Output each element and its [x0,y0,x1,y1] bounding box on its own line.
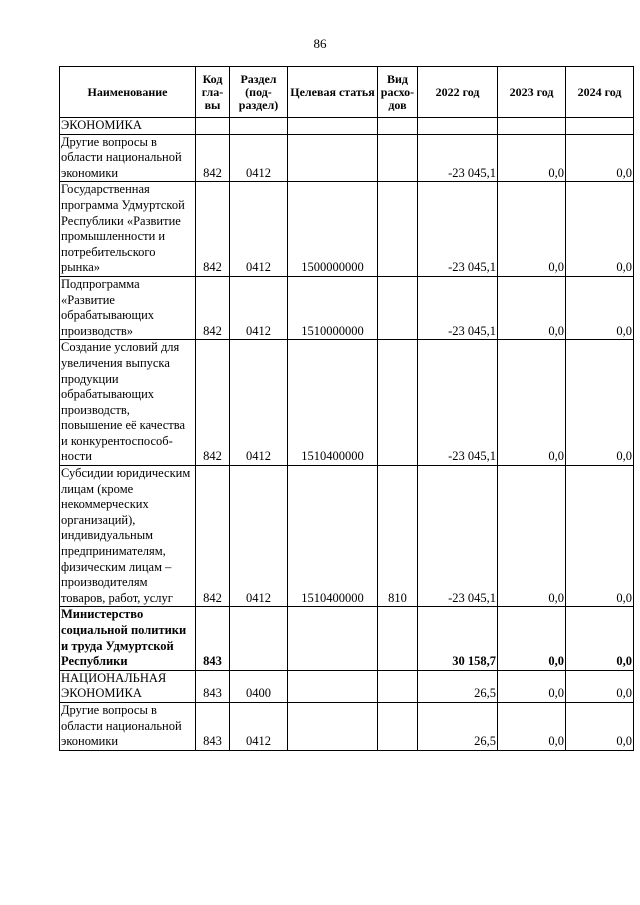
row-2024: 0,0 [566,134,634,182]
row-2024 [566,118,634,135]
row-name: Государственная программа Удмуртской Республики «Развитие промышленности и потребительского рынка» [60,182,196,277]
row-kind [378,118,418,135]
row-code: 843 [196,607,230,670]
table-row [60,276,634,339]
row-2023: 0,0 [498,276,566,339]
row-2024: 0,0 [566,702,634,750]
header-2023: 2023 год [498,67,566,118]
row-name: Министерство социальной политики и труда Удмуртской Республики [60,607,196,670]
row-code: 843 [196,702,230,750]
row-2024: 0,0 [566,607,634,670]
row-kind [378,607,418,670]
row-section [230,607,288,670]
row-code: 842 [196,276,230,339]
row-2024: 0,0 [566,466,634,607]
row-2024: 0,0 [566,276,634,339]
row-target [288,702,378,750]
page-number: 86 [313,36,327,51]
row-kind: 810 [378,466,418,607]
row-code: 842 [196,340,230,466]
budget-table [59,66,634,751]
row-section: 0412 [230,466,288,607]
row-target [288,134,378,182]
row-target [288,670,378,702]
table-row [60,670,634,702]
table-row [60,134,634,182]
row-section: 0400 [230,670,288,702]
header-2024: 2024 год [566,67,634,118]
row-target: 1510000000 [288,276,378,339]
row-target [288,118,378,135]
row-kind [378,182,418,277]
row-name: Подпрограмма «Развитие обрабатывающих производств» [60,276,196,339]
row-name: Другие вопросы в области национальной экономики [60,702,196,750]
table-row [60,702,634,750]
header-2022: 2022 год [418,67,498,118]
row-section: 0412 [230,702,288,750]
row-2022 [418,118,498,135]
row-target: 1510400000 [288,466,378,607]
row-2022: -23 045,1 [418,276,498,339]
row-section: 0412 [230,276,288,339]
row-code: 842 [196,466,230,607]
row-target: 1500000000 [288,182,378,277]
row-code: 842 [196,134,230,182]
row-2023: 0,0 [498,466,566,607]
row-name: Субсидии юридическим лицам (кроме некоммерческих организаций), индивидуальным предпринимателям, физическим лицам – производителям товаров, работ, услуг [60,466,196,607]
header-kind: Вид расхо-дов [378,67,418,118]
row-kind [378,134,418,182]
row-2024: 0,0 [566,182,634,277]
row-2023: 0,0 [498,182,566,277]
row-2022: 26,5 [418,670,498,702]
row-2022: -23 045,1 [418,182,498,277]
row-name: Другие вопросы в области национальной экономики [60,134,196,182]
row-2022: -23 045,1 [418,466,498,607]
row-2024: 0,0 [566,670,634,702]
header-section: Раздел (под-раздел) [230,67,288,118]
row-2023 [498,118,566,135]
row-name: Создание условий для увеличения выпуска продукции обрабатывающих производств, повышение её качества и конкурентоспособ-ности [60,340,196,466]
row-kind [378,670,418,702]
row-code [196,118,230,135]
table-row [60,607,634,670]
table-row [60,182,634,277]
row-code: 842 [196,182,230,277]
row-kind [378,276,418,339]
row-kind [378,702,418,750]
table-row [60,340,634,466]
row-2023: 0,0 [498,607,566,670]
row-2022: 30 158,7 [418,607,498,670]
row-code: 843 [196,670,230,702]
row-section [230,118,288,135]
header-target: Целевая статья [288,67,378,118]
row-2022: -23 045,1 [418,340,498,466]
row-section: 0412 [230,182,288,277]
row-2023: 0,0 [498,340,566,466]
header-code: Код гла-вы [196,67,230,118]
header-row [60,67,634,118]
row-name: ЭКОНОМИКА [60,118,196,135]
row-target [288,607,378,670]
row-2022: -23 045,1 [418,134,498,182]
header-name: Наименование [60,67,196,118]
row-section: 0412 [230,340,288,466]
table-row [60,466,634,607]
row-section: 0412 [230,134,288,182]
row-name: НАЦИОНАЛЬНАЯ ЭКОНОМИКА [60,670,196,702]
row-kind [378,340,418,466]
row-target: 1510400000 [288,340,378,466]
row-2022: 26,5 [418,702,498,750]
row-2023: 0,0 [498,134,566,182]
row-2023: 0,0 [498,670,566,702]
row-2024: 0,0 [566,340,634,466]
table-row [60,118,634,135]
row-2023: 0,0 [498,702,566,750]
